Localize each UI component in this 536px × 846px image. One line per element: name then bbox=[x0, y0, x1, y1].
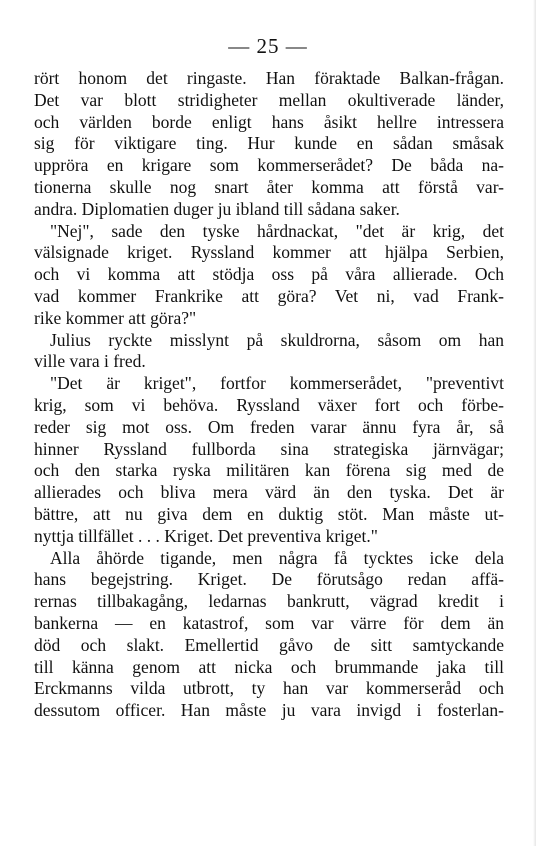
text-line: till känna genom att nicka och brummande jaka till bbox=[34, 656, 504, 677]
page-number: — 25 — bbox=[228, 34, 308, 58]
text-line: tionerna skulle nog snart åter komma att förstå var- bbox=[34, 176, 504, 197]
text-line: Det var blott stridigheter mellan okultiverade länder, bbox=[34, 89, 504, 110]
text-line: bättre, att nu giva dem en duktig stöt. Man måste ut- bbox=[34, 503, 504, 524]
text-line: vad kommer Frankrike att göra? Vet ni, vad Frank- bbox=[34, 285, 504, 306]
text-line: nyttja tillfället . . . Kriget. Det preventiva kriget." bbox=[34, 525, 378, 546]
text-line: bankerna — en katastrof, som var värre för dem än bbox=[34, 612, 504, 633]
text-line: död och slakt. Emellertid gåvo de sitt samtyckande bbox=[34, 634, 504, 655]
text-line: krig, som vi behöva. Ryssland växer fort och förbe- bbox=[34, 394, 504, 415]
text-line: ville vara i fred. bbox=[34, 351, 146, 372]
text-line: rike kommer att göra?" bbox=[34, 307, 197, 328]
text-line: och världen borde enligt hans åsikt hellre intressera bbox=[34, 111, 504, 132]
text-line: uppröra en krigare som kommerserådet? De båda na- bbox=[34, 155, 504, 176]
text-line: "Nej", sade den tyske hårdnackat, "det är krig, det bbox=[50, 220, 504, 241]
text-line: andra. Diplomatien duger ju ibland till sådana saker. bbox=[34, 198, 400, 219]
text-line: "Det är kriget", fortfor kommerserådet, "preventivt bbox=[50, 373, 504, 394]
text-line: och vi komma att stödja oss på våra allierade. Och bbox=[34, 264, 504, 285]
text-line: rört honom det ringaste. Han föraktade Balkan-frågan. bbox=[34, 68, 504, 88]
text-line: Alla åhörde tigande, men några få tycktes icke dela bbox=[50, 547, 504, 568]
text-line: hinner Ryssland fullborda sina strategiska järnvägar; bbox=[34, 438, 504, 459]
text-line: reder sig mot oss. Om freden varar ännu fyra år, så bbox=[34, 416, 504, 437]
text-line: sig för viktigare ting. Hur kunde en sådan småsak bbox=[34, 133, 504, 154]
text-line: rernas tillbakagång, ledarnas bankrutt, vägrad kredit i bbox=[34, 591, 504, 612]
body-text bbox=[34, 68, 504, 722]
text-line: allierades och bliva mera värd än den tyska. Det är bbox=[34, 482, 504, 503]
text-line: dessutom officer. Han måste ju vara invigd i fosterlan- bbox=[34, 700, 504, 721]
text-line: välsignade kriget. Ryssland kommer att hjälpa Serbien, bbox=[34, 242, 504, 263]
text-line: Julius ryckte misslynt på skuldrorna, såsom om han bbox=[50, 329, 504, 350]
text-line: hans begejstring. Kriget. De förutsågo redan affä- bbox=[34, 569, 504, 590]
text-line: Erckmanns vilda utbrott, ty han var kommerseråd och bbox=[34, 678, 504, 699]
text-line: och den starka ryska militären kan förena sig med de bbox=[34, 460, 504, 481]
